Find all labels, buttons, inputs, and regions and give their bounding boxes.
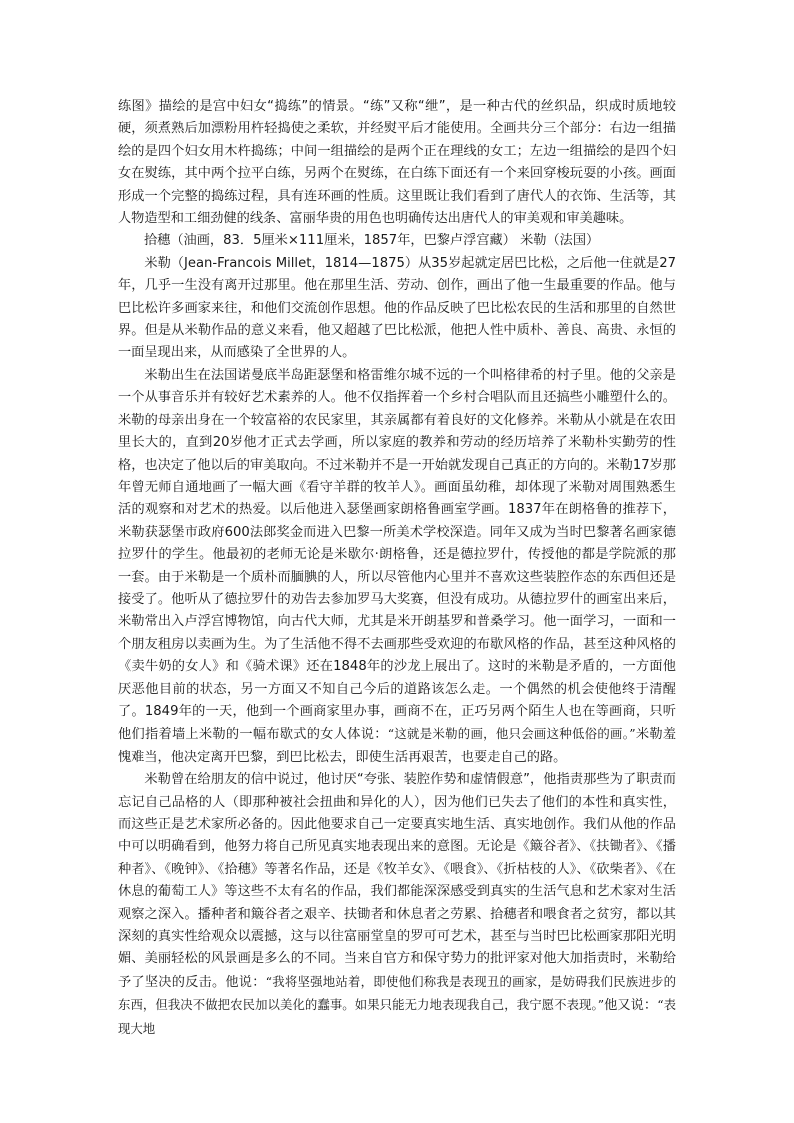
artwork-caption: 拾穗（油画，83．5厘米×111厘米，1857年，巴黎卢浮宫藏） 米勒（法国）: [144, 233, 600, 249]
philosophy-quote-continued: “表现大地: [118, 997, 676, 1036]
biography-quote: “这就是米勒的画，他只会画这种低俗的画。”: [387, 726, 636, 742]
paragraph-millet-philosophy: [118, 769, 676, 1041]
paragraph-millet-biography: [118, 365, 676, 769]
biography-text: 米勒出生在法国诺曼底半岛距瑟堡和格雷维尔城不远的一个叫格律希的村子里。他的父亲是一个从事音乐并有较好艺术素养的人。他不仅指挥着一个乡村合唱队而且还搞些小雕塑什么的。米勒的母亲出身在一个较富裕的农民家里，其亲属都有着良好的文化修养。米勒从小就是在农田里长大的，直到20岁他才正式去学画，所以家庭的教养和劳动的经历培养了米勒朴实勤劳的性格，也决定了他以后的审美取向。不过米勒并不是一开始就发现自己真正的方向的。米勒17岁那年曾无师自通地画了一幅大画《看守羊群的牧羊人》。画面虽幼稚，却体现了米勒对周围熟悉生活的观察和对艺术的热爱。以后他进入瑟堡画家朗格鲁画室学画。1837年在朗格鲁的推荐下，米勒获瑟堡市政府600法郎奖金而进入巴黎一所美术学校深造。同年又成为当时巴黎著名画家德拉罗什的学生。他最初的老师无论是米歇尔·朗格鲁，还是德拉罗什，传授他的都是学院派的那一套。由于米勒是一个质朴而腼腆的人，所以尽管他内心里并不喜欢这些装腔作态的东西但还是接受了。他听从了德拉罗什的劝告去参加罗马大奖赛，但没有成功。从德拉罗什的画室出来后，米勒常出入卢浮宫博物馆，向古代大师，尤其是米开朗基罗和普桑学习。他一面学习，一面和一个朋友租房以卖画为生。为了生活他不得不去画那些受欢迎的布歇风格的作品，甚至这种风格的《卖牛奶的女人》和《骑术课》还在1848年的沙龙上展出了。这时的米勒是矛盾的，一方面他厌恶他目前的状态，另一方面又不知自己今后的道路该怎么走。一个偶然的机会使他终于清醒了。1849年的一天，他到一个画商家里办事，画商不在，正巧另两个陌生人也在等画商，只听他们指着墙上米勒的一幅布歇式的女人体说：: [118, 367, 676, 743]
philosophy-text: 米勒曾在给朋友的信中说过，他讨厌“夸张、装腔作势和虚情假意”，他指责那些为了职责而忘记自己品格的人（即那种被社会扭曲和异化的人），因为他们已失去了他们的本性和真实性，而这些正是艺术家所必备的。因此他要求自己一定要真实地生活、真实地创作。我们从他的作品中可以明确看到，他努力将自己所见真实地表现出来的意图。无论是《簸谷者》、《扶锄者》、《播种者》、《晚钟》、《拾穗》等著名作品，还是《牧羊女》、《喂食》、《折枯枝的人》、《砍柴者》、《在休息的葡萄工人》等这些不太有名的作品，我们都能深深感受到真实的生活气息和艺术家对生活观察之深入。播种者和簸谷者之艰辛、扶锄者和休息者之劳累、拾穗者和喂食者之贫穷，都以其深刻的真实性给观众以震撼，这与以往富丽堂皇的罗可可艺术，甚至与当时巴比松画家那阳光明媚、美丽轻松的风景画是多么的不同。当来自官方和保守势力的批评家对他大加指责时，米勒给予了坚决的反击。他说：: [118, 772, 676, 990]
document-body: [118, 96, 676, 1041]
paragraph-dao-lian-tu: 练图》描绘的是宫中妇女“捣练”的情景。“练”又称“绁”，是一种古代的丝织品，织成时质地较硬，须煮熟后加漂粉用杵轻捣使之柔软，并经熨平后才能使用。全画共分三个部分：右边一组描绘的是四个妇女用木杵捣练；中间一组描绘的是两个正在理线的女工；左边一组描绘的是四个妇女在熨练，其中两个拉平白练，另两个在熨练，在白练下面还有一个来回穿梭玩耍的小孩。画面形成一个完整的捣练过程，具有连环画的性质。这里既让我们看到了唐代人的衣饰、生活等，其人物造型和工细劲健的线条、富丽华贵的用色也明确传达出唐代人的审美观和审美趣味。: [118, 99, 676, 227]
philosophy-tail: 他又说：: [604, 998, 658, 1014]
biography-tail: 米勒羞愧难当，他决定离开巴黎，到巴比松去，即使生活再艰苦，也要走自己的路。: [118, 727, 677, 765]
paragraph-millet-intro: 米勒（Jean-Francois Millet，1814—1875）从35岁起就定居巴比松，之后他一住就是27年，几乎一生没有离开过那里。他在那里生活、劳动、创作，画出了他一生最重要的作品。他与巴比松许多画家来往，和他们交流创作思想。他的作品反映了巴比松农民的生活和那里的自然世界。但是从米勒作品的意义来看，他又超越了巴比松派，他把人性中质朴、善良、高贵、永恒的一面呈现出来，从而感染了全世界的人。: [118, 255, 676, 361]
philosophy-quote: “我将坚强地站着，即使他们称我是表现丑的画家，是妨碍我们民族进步的东西，但我决不做把农民加以美化的蠢事。如果只能无力地表现我自己，我宁愿不表现。”: [118, 973, 677, 1013]
